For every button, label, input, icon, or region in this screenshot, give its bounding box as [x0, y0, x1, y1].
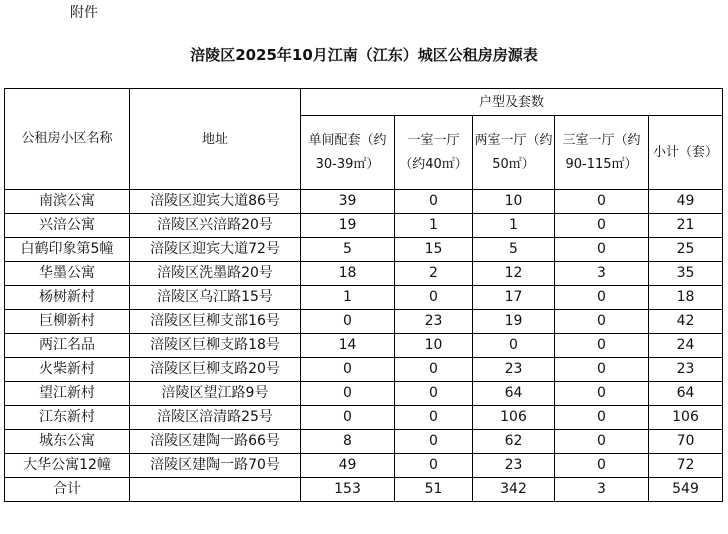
- total-one-room: 51: [395, 478, 473, 502]
- table-row: [5, 406, 723, 430]
- cell-single: 14: [301, 334, 395, 358]
- cell-address: 涪陵区巨柳支部16号: [130, 310, 301, 334]
- cell-address: 涪陵区望江路9号: [130, 382, 301, 406]
- cell-two-room: 19: [473, 310, 555, 334]
- cell-address: 涪陵区建陶一路70号: [130, 454, 301, 478]
- cell-three-room: 0: [555, 238, 649, 262]
- cell-two-room: 23: [473, 454, 555, 478]
- header-subtotal: 小计（套）: [649, 116, 723, 190]
- cell-one-room: 0: [395, 454, 473, 478]
- cell-three-room: 0: [555, 190, 649, 214]
- cell-one-room: 0: [395, 286, 473, 310]
- table-row: [5, 430, 723, 454]
- cell-three-room: 0: [555, 430, 649, 454]
- cell-community: 兴涪公寓: [5, 214, 130, 238]
- cell-three-room: 0: [555, 286, 649, 310]
- table-row: [5, 382, 723, 406]
- cell-one-room: 10: [395, 334, 473, 358]
- cell-one-room: 0: [395, 430, 473, 454]
- cell-address: 涪陵区迎宾大道86号: [130, 190, 301, 214]
- cell-single: 18: [301, 262, 395, 286]
- cell-subtotal: 21: [649, 214, 723, 238]
- cell-subtotal: 106: [649, 406, 723, 430]
- cell-single: 8: [301, 430, 395, 454]
- cell-subtotal: 70: [649, 430, 723, 454]
- cell-community: 巨柳新村: [5, 310, 130, 334]
- total-label: 合计: [5, 478, 130, 502]
- cell-subtotal: 72: [649, 454, 723, 478]
- cell-two-room: 10: [473, 190, 555, 214]
- cell-two-room: 17: [473, 286, 555, 310]
- cell-three-room: 0: [555, 358, 649, 382]
- table-row: [5, 238, 723, 262]
- table-row: [5, 310, 723, 334]
- housing-table: [4, 88, 723, 502]
- table-row: [5, 454, 723, 478]
- cell-three-room: 3: [555, 262, 649, 286]
- cell-subtotal: 25: [649, 238, 723, 262]
- total-row: [5, 478, 723, 502]
- cell-one-room: 23: [395, 310, 473, 334]
- table-row: [5, 190, 723, 214]
- cell-address: 涪陵区兴涪路20号: [130, 214, 301, 238]
- cell-two-room: 62: [473, 430, 555, 454]
- cell-single: 19: [301, 214, 395, 238]
- cell-one-room: 0: [395, 406, 473, 430]
- cell-three-room: 0: [555, 214, 649, 238]
- table-row: [5, 286, 723, 310]
- cell-address: 涪陵区迎宾大道72号: [130, 238, 301, 262]
- cell-community: 白鹤印象第5幢: [5, 238, 130, 262]
- table-row: [5, 214, 723, 238]
- cell-three-room: 0: [555, 334, 649, 358]
- cell-community: 华墨公寓: [5, 262, 130, 286]
- cell-single: 39: [301, 190, 395, 214]
- cell-subtotal: 23: [649, 358, 723, 382]
- header-single: 单间配套（约30-39㎡）: [301, 116, 395, 190]
- cell-three-room: 0: [555, 406, 649, 430]
- cell-single: 0: [301, 310, 395, 334]
- cell-single: 0: [301, 382, 395, 406]
- header-two-room: 两室一厅（约50㎡）: [473, 116, 555, 190]
- cell-address: 涪陵区巨柳支路18号: [130, 334, 301, 358]
- page-title: 涪陵区2025年10月江南（江东）城区公租房房源表: [190, 46, 538, 64]
- cell-one-room: 0: [395, 382, 473, 406]
- cell-one-room: 0: [395, 358, 473, 382]
- cell-single: 0: [301, 358, 395, 382]
- cell-subtotal: 64: [649, 382, 723, 406]
- cell-subtotal: 35: [649, 262, 723, 286]
- table-row: [5, 334, 723, 358]
- cell-community: 城东公寓: [5, 430, 130, 454]
- cell-community: 望江新村: [5, 382, 130, 406]
- attachment-label: 附件: [70, 5, 98, 21]
- cell-community: 两江名品: [5, 334, 130, 358]
- cell-subtotal: 18: [649, 286, 723, 310]
- cell-one-room: 15: [395, 238, 473, 262]
- cell-address: 涪陵区涪清路25号: [130, 406, 301, 430]
- cell-subtotal: 24: [649, 334, 723, 358]
- total-subtotal: 549: [649, 478, 723, 502]
- cell-single: 0: [301, 406, 395, 430]
- cell-community: 南滨公寓: [5, 190, 130, 214]
- cell-three-room: 0: [555, 454, 649, 478]
- cell-two-room: 0: [473, 334, 555, 358]
- cell-two-room: 64: [473, 382, 555, 406]
- cell-address: 涪陵区建陶一路66号: [130, 430, 301, 454]
- cell-address: 涪陵区洗墨路20号: [130, 262, 301, 286]
- cell-address: 涪陵区乌江路15号: [130, 286, 301, 310]
- cell-subtotal: 49: [649, 190, 723, 214]
- cell-community: 大华公寓12幢: [5, 454, 130, 478]
- cell-community: 杨树新村: [5, 286, 130, 310]
- header-community: 公租房小区名称: [5, 89, 130, 190]
- cell-single: 5: [301, 238, 395, 262]
- cell-two-room: 23: [473, 358, 555, 382]
- cell-address: 涪陵区巨柳支路20号: [130, 358, 301, 382]
- total-two-room: 342: [473, 478, 555, 502]
- cell-two-room: 5: [473, 238, 555, 262]
- total-address: [130, 478, 301, 502]
- cell-one-room: 1: [395, 214, 473, 238]
- cell-one-room: 0: [395, 190, 473, 214]
- header-address: 地址: [130, 89, 301, 190]
- cell-community: 火柴新村: [5, 358, 130, 382]
- cell-community: 江东新村: [5, 406, 130, 430]
- header-one-room: 一室一厅（约40㎡）: [395, 116, 473, 190]
- cell-two-room: 1: [473, 214, 555, 238]
- cell-three-room: 0: [555, 382, 649, 406]
- cell-one-room: 2: [395, 262, 473, 286]
- table-row: [5, 358, 723, 382]
- header-unit-group: 户型及套数: [301, 89, 723, 116]
- cell-two-room: 106: [473, 406, 555, 430]
- header-three-room: 三室一厅（约90-115㎡）: [555, 116, 649, 190]
- total-single: 153: [301, 478, 395, 502]
- cell-two-room: 12: [473, 262, 555, 286]
- cell-single: 1: [301, 286, 395, 310]
- cell-subtotal: 42: [649, 310, 723, 334]
- table-row: [5, 262, 723, 286]
- cell-three-room: 0: [555, 310, 649, 334]
- cell-single: 49: [301, 454, 395, 478]
- total-three-room: 3: [555, 478, 649, 502]
